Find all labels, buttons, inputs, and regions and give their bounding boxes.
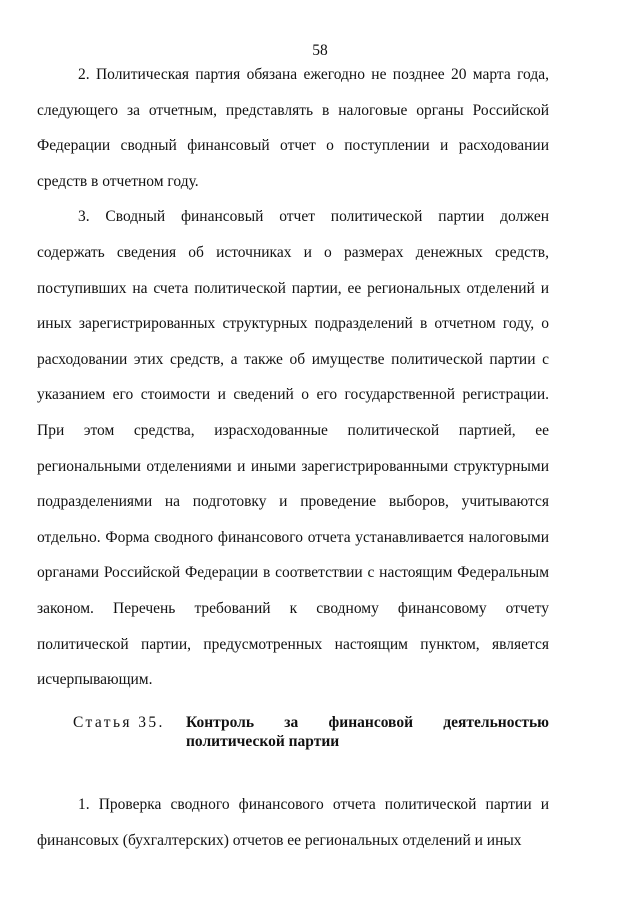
page-number: 58 bbox=[312, 42, 328, 59]
paragraph-2: 2. Политическая партия обязана ежегодно не позднее 20 марта года, следующего за отчетным, представлять в налоговые органы Российской Федерации сводный финансовый отчет о поступлении и расходовании средств в отчетном году. bbox=[37, 66, 549, 190]
body-text bbox=[37, 57, 549, 698]
article-title-line-1: Контроль за финансовой деятельностью bbox=[186, 714, 549, 731]
article-heading bbox=[73, 713, 549, 751]
paragraph-3: 3. Сводный финансовый отчет политической партии должен содержать сведения об источниках и о размерах денежных средств, поступивших на счета политической партии, ее региональных отделений и иных зарегистрированных структурных подразделений в отчетном году, о расходовании этих средств, а также об имуществе политической партии с указанием его стоимости и сведений о его государственной регистрации. При этом средства, израсходованные политической партией, ее региональными отделениями и иными зарегистрированными структурными подразделениями на подготовку и проведение выборов, учитываются отдельно. Форма сводного финансового отчета устанавливается налоговыми органами Российской Федерации в соответствии с настоящим Федеральным законом. Перечень требований к сводному финансовому отчету политической партии, предусмотренных настоящим пунктом, является исчерпывающим. bbox=[37, 208, 549, 689]
paragraph-1: 1. Проверка сводного финансового отчета политической партии и финансовых (бухгалтерских) отчетов ее региональных отделений и иных bbox=[37, 796, 549, 849]
body-text-continued bbox=[37, 787, 549, 858]
article-number: Статья 35. bbox=[73, 714, 165, 731]
article-title bbox=[186, 713, 549, 751]
article-title-line-2: политической партии bbox=[186, 733, 340, 750]
